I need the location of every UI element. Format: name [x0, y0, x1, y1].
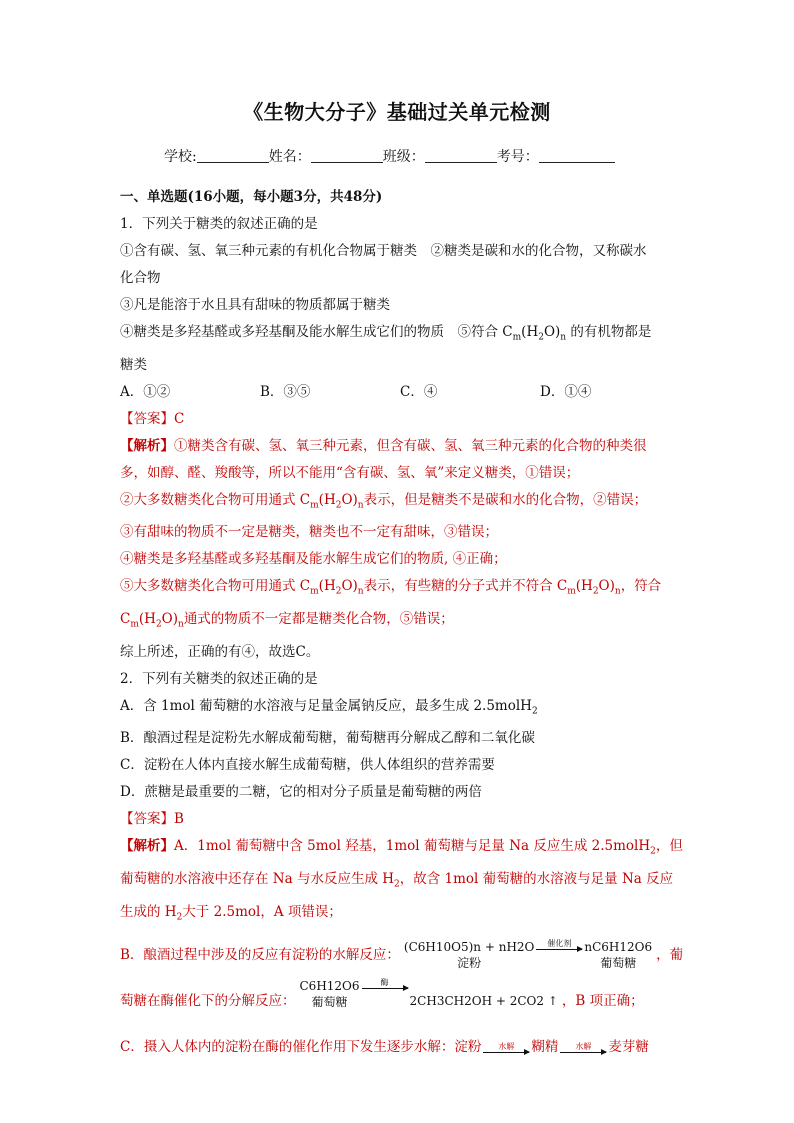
q1-stem: 1．下列关于糖类的叙述正确的是	[120, 216, 318, 232]
class-label: 班级：	[382, 149, 425, 165]
q1-statement-4: ④糖类是多羟基醛或多羟基酮及能水解生成它们的物质 ⑤符合 $C_m(H_2O)_n$ 的有机物都是	[120, 324, 652, 343]
q1-statement-1: ①含有碳、氢、氧三种元素的有机化合物属于糖类 ②糖类是碳和水的化合物，又称碳水	[120, 243, 647, 259]
q1-option-b[interactable]: B．③⑤	[260, 383, 311, 400]
q1-statement-3: ③凡是能溶于水且具有甜味的物质都属于糖类	[120, 297, 390, 313]
reaction-arrow-icon	[536, 949, 582, 950]
q1-option-d[interactable]: D．①④	[540, 383, 592, 400]
q1-analysis-7: $C_m(H_2O)_n$通式的物质不一定都是糖类化合物，⑤错误；	[120, 611, 454, 630]
q1-conclusion: 综上所述，正确的有④，故选C。	[120, 643, 320, 660]
q1-analysis-4: ③有甜味的物质不一定是糖类，糖类也不一定有甜味，③错误；	[120, 524, 498, 541]
q1-option-a[interactable]: A．①②	[120, 383, 171, 400]
q2-option-d[interactable]: D．蔗糖是最重要的二糖，它的相对分子质量是葡萄糖的两倍	[120, 784, 482, 801]
school-blank[interactable]	[197, 148, 269, 163]
q1-analysis-5: ④糖类是多羟基醛或多羟基酮及能水解生成它们的物质, ④正确；	[120, 551, 507, 568]
q2-option-a[interactable]: A．含 1mol 葡萄糖的水溶液与足量金属钠反应，最多生成 2.5molH$_2$	[120, 697, 538, 717]
page-title: 《生物大分子》基础过关单元检测	[243, 100, 551, 124]
reaction-arrow-icon	[362, 988, 408, 989]
q2-analysis-b2: 萄糖在酶催化下的分解反应： C6H12O6 葡萄糖 酶 2CH3CH2OH + 2CO2 ↑ ，B 项正确；	[120, 978, 680, 1025]
q2-analysis-2: 葡萄糖的水溶液中还存在 Na 与水反应生成 $H_2$，故含 1mol 葡萄糖的水溶液与足量 Na 反应	[120, 871, 674, 890]
q2-analysis-c1: C．摄入人体内的淀粉在酶的催化作用下发生逐步水解：淀粉 水解 糊精 水解 麦芽糖	[120, 1039, 649, 1055]
q2-option-c[interactable]: C．淀粉在人体内直接水解生成葡萄糖，供人体组织的营养需要	[120, 757, 495, 774]
school-label: 学校:	[164, 149, 197, 165]
question-content	[120, 184, 684, 1070]
q1-analysis-6: ⑤大多数糖类化合物可用通式 $C_m(H_2O)_n$表示，有些糖的分子式并不符合 $C_m(H_2O)_n$，符合	[120, 578, 662, 598]
q2-analysis-b1: B．酿酒过程中涉及的反应有淀粉的水解反应： (C6H10O5)n + nH2O 淀粉 催化剂 nC6H12O6 葡萄糖 ，葡	[120, 939, 684, 970]
exam-no-label: 考号：	[496, 149, 539, 165]
q1-answer: 【答案】C	[120, 410, 185, 427]
q1-statement-1-cont: 化合物	[120, 270, 161, 286]
q1-analysis-1: 【解析】①糖类含有碳、氢、氧三种元素，但含有碳、氢、氧三种元素的化合物的种类很	[120, 437, 647, 454]
q1-option-c[interactable]: C．④	[400, 383, 438, 400]
class-blank[interactable]	[425, 148, 497, 163]
glucose-fermentation-equation: C6H12O6 葡萄糖 酶 2CH3CH2OH + 2CO2 ↑	[299, 978, 558, 1009]
q1-options	[120, 379, 680, 406]
student-info-line	[164, 146, 615, 166]
q2-stem: 2．下列有关糖类的叙述正确的是	[120, 670, 318, 687]
reaction-arrow-icon	[560, 1052, 606, 1053]
q2-analysis-1: 【解析】A．1mol 葡萄糖中含 5mol 羟基，1mol 葡萄糖与足量 Na 反应生成 2.5molH$_2$，但	[120, 838, 683, 858]
name-blank[interactable]	[311, 148, 383, 163]
q2-answer: 【答案】B	[120, 811, 184, 828]
starch-hydrolysis-equation: (C6H10O5)n + nH2O 淀粉 催化剂 nC6H12O6 葡萄糖	[403, 939, 653, 970]
exam-no-blank[interactable]	[539, 148, 615, 163]
name-label: 姓名：	[268, 149, 311, 165]
reaction-arrow-icon	[483, 1052, 529, 1053]
q1-analysis-3: ②大多数糖类化合物可用通式 $C_m(H_2O)_n$表示，但是糖类不是碳和水的化合物，②错误；	[120, 491, 648, 511]
q1-statement-4-cont: 糖类	[120, 356, 147, 373]
q2-option-b[interactable]: B．酿酒过程是淀粉先水解成葡萄糖，葡萄糖再分解成乙醇和二氧化碳	[120, 730, 535, 747]
q1-analysis-2: 多，如醇、醛、羧酸等，所以不能用“含有碳、氢、氧”来定义糖类，①错误；	[120, 464, 580, 481]
q2-analysis-3: 生成的 $H_2$大于 2.5mol，A 项错误；	[120, 903, 342, 923]
section-heading: 一、单选题(16小题，每小题3分，共48分)	[120, 189, 383, 205]
